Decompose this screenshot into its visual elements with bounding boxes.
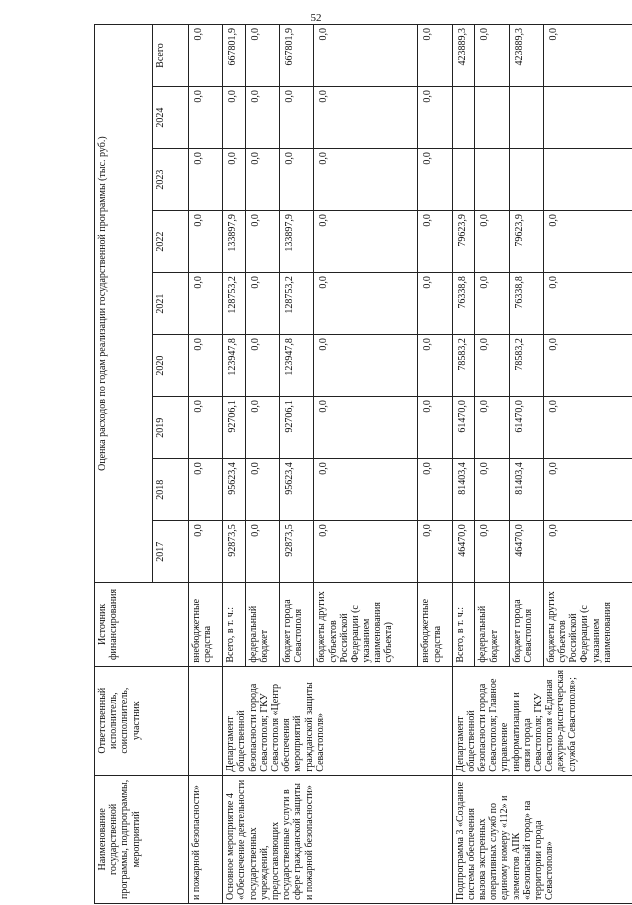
amount-cell: 0,0 bbox=[314, 149, 418, 211]
amount-cell: 61470,0 bbox=[509, 397, 543, 459]
program-name-cell: Основное мероприятие 4 «Обеспечение деятельности государственных учреждений, предоставляющих государственные услуги в сфере гражданской защиты и пожарной безопасности» bbox=[223, 775, 452, 903]
amount-cell: 0,0 bbox=[475, 459, 509, 521]
amount-cell: 0,0 bbox=[543, 211, 632, 273]
amount-cell: 0,0 bbox=[314, 335, 418, 397]
amount-cell: 0,0 bbox=[543, 25, 632, 87]
amount-cell: 0,0 bbox=[245, 211, 279, 273]
amount-cell: 46470,0 bbox=[452, 521, 475, 583]
amount-cell: 0,0 bbox=[314, 211, 418, 273]
program-name-cell: Подпрограмма 3 «Создание системы обеспечения вызова экстренных оперативных служб по единому номеру «112» и элементов АПК «Безопасный город» на территории города Севастополя» bbox=[452, 775, 632, 903]
header-name: Наименование государственной программы, подпрограммы, мероприятий bbox=[95, 775, 189, 903]
amount-cell bbox=[475, 149, 509, 211]
amount-cell: 0,0 bbox=[189, 397, 223, 459]
rotated-table-container bbox=[94, 24, 632, 904]
amount-cell: 0,0 bbox=[475, 397, 509, 459]
amount-cell: 61470,0 bbox=[452, 397, 475, 459]
funding-source-cell: Всего, в т. ч.: bbox=[223, 583, 246, 666]
amount-cell: 0,0 bbox=[543, 459, 632, 521]
funding-source-cell: федеральный бюджет bbox=[475, 583, 509, 666]
amount-cell: 0,0 bbox=[189, 335, 223, 397]
amount-cell: 92873,5 bbox=[223, 521, 246, 583]
amount-cell: 0,0 bbox=[314, 87, 418, 149]
amount-cell: 0,0 bbox=[245, 335, 279, 397]
amount-cell: 95623,4 bbox=[280, 459, 314, 521]
amount-cell: 0,0 bbox=[475, 521, 509, 583]
amount-cell: 0,0 bbox=[418, 25, 452, 87]
amount-cell: 0,0 bbox=[245, 149, 279, 211]
funding-source-cell: бюджеты других субъектов Российской Федерации (с указанием наименования bbox=[543, 583, 632, 666]
amount-cell: 667801,9 bbox=[280, 25, 314, 87]
amount-cell: 0,0 bbox=[245, 459, 279, 521]
header-year: 2020 bbox=[153, 335, 189, 397]
amount-cell: 92706,1 bbox=[280, 397, 314, 459]
header-year: 2023 bbox=[153, 149, 189, 211]
amount-cell: 0,0 bbox=[314, 273, 418, 335]
amount-cell: 0,0 bbox=[475, 25, 509, 87]
amount-cell: 76338,8 bbox=[452, 273, 475, 335]
funding-source-cell: бюджет города Севастополя bbox=[280, 583, 314, 666]
amount-cell: 76338,8 bbox=[509, 273, 543, 335]
amount-cell: 0,0 bbox=[543, 397, 632, 459]
amount-cell: 0,0 bbox=[189, 149, 223, 211]
amount-cell: 0,0 bbox=[189, 459, 223, 521]
amount-cell: 0,0 bbox=[475, 211, 509, 273]
header-responsible: Ответственный исполнитель, соисполнитель, участник bbox=[95, 666, 189, 775]
table-row bbox=[452, 25, 475, 904]
amount-cell: 0,0 bbox=[314, 521, 418, 583]
amount-cell: 128753,2 bbox=[280, 273, 314, 335]
amount-cell: 0,0 bbox=[418, 397, 452, 459]
header-year: 2017 bbox=[153, 521, 189, 583]
amount-cell: 95623,4 bbox=[223, 459, 246, 521]
responsible-cell: Департамент общественной безопасности города Севастополя; ГКУ Севастополя «Центр обеспечения мероприятий гражданской защиты Севастополя» bbox=[223, 666, 452, 775]
amount-cell: 0,0 bbox=[418, 521, 452, 583]
header-source: Источник финансирования bbox=[95, 583, 189, 666]
amount-cell: 0,0 bbox=[223, 87, 246, 149]
funding-source-cell: внебюджетные средства bbox=[418, 583, 452, 666]
amount-cell bbox=[509, 87, 543, 149]
amount-cell: 0,0 bbox=[223, 149, 246, 211]
amount-cell: 0,0 bbox=[189, 521, 223, 583]
header-year: 2024 bbox=[153, 87, 189, 149]
budget-table bbox=[94, 24, 632, 904]
amount-cell: 0,0 bbox=[475, 335, 509, 397]
amount-cell: 0,0 bbox=[245, 397, 279, 459]
amount-cell: 0,0 bbox=[189, 273, 223, 335]
amount-cell: 92873,5 bbox=[280, 521, 314, 583]
amount-cell: 0,0 bbox=[314, 397, 418, 459]
amount-cell: 0,0 bbox=[543, 273, 632, 335]
amount-cell: 0,0 bbox=[418, 273, 452, 335]
header-year: 2022 bbox=[153, 211, 189, 273]
amount-cell: 423889,3 bbox=[452, 25, 475, 87]
header-year: Всего bbox=[153, 25, 189, 87]
amount-cell bbox=[475, 87, 509, 149]
funding-source-cell: Всего, в т. ч.: bbox=[452, 583, 475, 666]
amount-cell bbox=[509, 149, 543, 211]
page-number: 52 bbox=[310, 12, 322, 24]
amount-cell bbox=[452, 149, 475, 211]
amount-cell: 0,0 bbox=[189, 87, 223, 149]
funding-source-cell: внебюджетные средства bbox=[189, 583, 223, 666]
amount-cell: 0,0 bbox=[543, 521, 632, 583]
amount-cell: 123947,8 bbox=[223, 335, 246, 397]
amount-cell: 0,0 bbox=[418, 211, 452, 273]
amount-cell: 0,0 bbox=[245, 87, 279, 149]
amount-cell: 128753,2 bbox=[223, 273, 246, 335]
amount-cell: 0,0 bbox=[245, 273, 279, 335]
amount-cell: 78583,2 bbox=[509, 335, 543, 397]
amount-cell: 423889,3 bbox=[509, 25, 543, 87]
amount-cell: 46470,0 bbox=[509, 521, 543, 583]
amount-cell: 78583,2 bbox=[452, 335, 475, 397]
responsible-cell bbox=[189, 666, 223, 775]
table-row bbox=[223, 25, 246, 904]
table-body bbox=[189, 25, 632, 904]
table-row bbox=[189, 25, 223, 904]
funding-source-cell: федеральный бюджет bbox=[245, 583, 279, 666]
amount-cell: 79623,9 bbox=[509, 211, 543, 273]
amount-cell: 0,0 bbox=[189, 25, 223, 87]
amount-cell: 0,0 bbox=[189, 211, 223, 273]
amount-cell: 0,0 bbox=[418, 87, 452, 149]
amount-cell: 0,0 bbox=[418, 149, 452, 211]
amount-cell: 92706,1 bbox=[223, 397, 246, 459]
amount-cell bbox=[452, 87, 475, 149]
amount-cell: 0,0 bbox=[314, 459, 418, 521]
header-year: 2019 bbox=[153, 397, 189, 459]
amount-cell: 133897,9 bbox=[280, 211, 314, 273]
amount-cell: 667801,9 bbox=[223, 25, 246, 87]
header-estimate: Оценка расходов по годам реализации государственной программы (тыс. руб.) bbox=[95, 25, 153, 583]
program-name-cell: и пожарной безопасности» bbox=[189, 775, 223, 903]
amount-cell: 79623,9 bbox=[452, 211, 475, 273]
amount-cell: 81403,4 bbox=[509, 459, 543, 521]
funding-source-cell: бюджет города Севастополя bbox=[509, 583, 543, 666]
amount-cell: 0,0 bbox=[418, 459, 452, 521]
amount-cell: 0,0 bbox=[280, 87, 314, 149]
amount-cell: 133897,9 bbox=[223, 211, 246, 273]
header-year: 2018 bbox=[153, 459, 189, 521]
amount-cell: 0,0 bbox=[245, 25, 279, 87]
amount-cell bbox=[543, 149, 632, 211]
amount-cell: 0,0 bbox=[245, 521, 279, 583]
amount-cell: 0,0 bbox=[280, 149, 314, 211]
amount-cell: 0,0 bbox=[314, 25, 418, 87]
responsible-cell: Департамент общественной безопасности города Севастополя; Главное управление информатизации и связи города Севастополя; ГКУ Севастополя «Единая дежурно-диспетчерская служба Севастополя»; bbox=[452, 666, 632, 775]
amount-cell bbox=[543, 87, 632, 149]
amount-cell: 0,0 bbox=[543, 335, 632, 397]
amount-cell: 0,0 bbox=[475, 273, 509, 335]
amount-cell: 0,0 bbox=[418, 335, 452, 397]
funding-source-cell: бюджеты других субъектов Российской Федерации (с указанием наименования субъекта) bbox=[314, 583, 418, 666]
amount-cell: 123947,8 bbox=[280, 335, 314, 397]
amount-cell: 81403,4 bbox=[452, 459, 475, 521]
header-year: 2021 bbox=[153, 273, 189, 335]
